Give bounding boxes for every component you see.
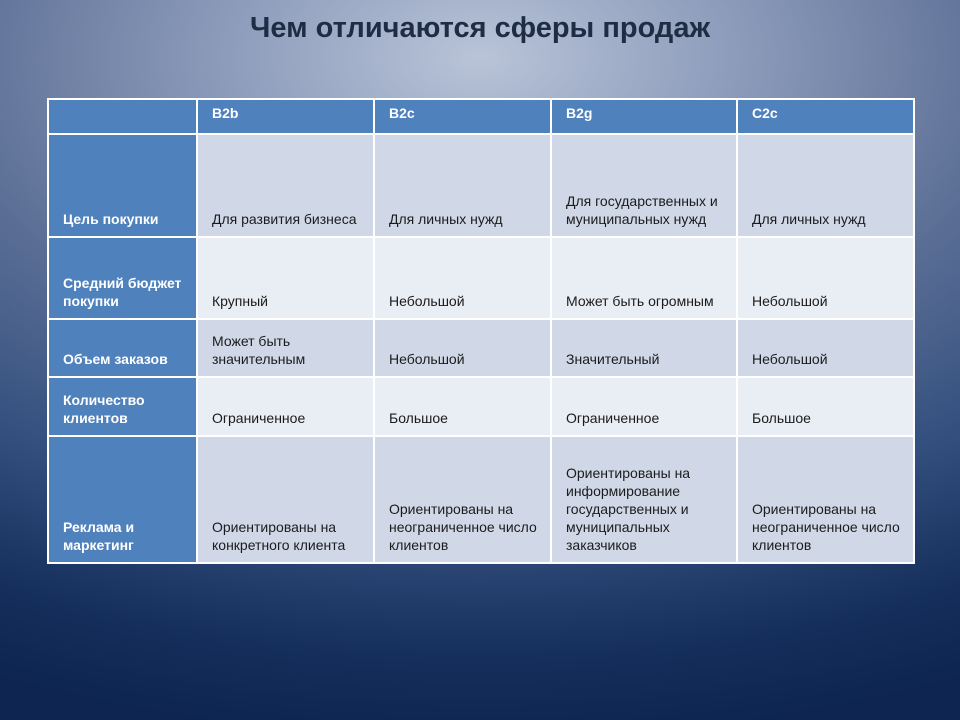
table-cell: Для личных нужд: [374, 134, 551, 237]
table-cell: Большое: [374, 377, 551, 436]
table-row: [48, 377, 914, 436]
table-header-row: [48, 99, 914, 134]
table-cell: Может быть огромным: [551, 237, 737, 319]
column-header-b2b: B2b: [197, 99, 374, 134]
table-corner-cell: [48, 99, 197, 134]
table-cell: Крупный: [197, 237, 374, 319]
comparison-table-container: [47, 98, 913, 564]
column-header-b2g: B2g: [551, 99, 737, 134]
table-cell: Ограниченное: [197, 377, 374, 436]
table-cell: Небольшой: [374, 319, 551, 377]
table-cell: Большое: [737, 377, 914, 436]
table-cell: Небольшой: [374, 237, 551, 319]
column-header-b2c: B2c: [374, 99, 551, 134]
table-cell: Для государственных и муниципальных нужд: [551, 134, 737, 237]
table-cell: Небольшой: [737, 319, 914, 377]
table-cell: Небольшой: [737, 237, 914, 319]
table-row: [48, 319, 914, 377]
table-cell: Ориентированы на неограниченное число клиентов: [374, 436, 551, 563]
row-header: Средний бюджет покупки: [48, 237, 197, 319]
comparison-table: [47, 98, 915, 564]
row-header: Объем заказов: [48, 319, 197, 377]
row-header: Количество клиентов: [48, 377, 197, 436]
table-row: [48, 134, 914, 237]
table-cell: Ориентированы на неограниченное число клиентов: [737, 436, 914, 563]
table-cell: Для личных нужд: [737, 134, 914, 237]
table-row: [48, 237, 914, 319]
column-header-c2c: C2c: [737, 99, 914, 134]
table-cell: Может быть значительным: [197, 319, 374, 377]
slide-title: Чем отличаются сферы продаж: [249, 12, 711, 44]
table-cell: Ориентированы на конкретного клиента: [197, 436, 374, 563]
table-cell: Ориентированы на информирование государственных и муниципальных заказчиков: [551, 436, 737, 563]
table-cell: Значительный: [551, 319, 737, 377]
row-header: Реклама и маркетинг: [48, 436, 197, 563]
table-row: [48, 436, 914, 563]
row-header: Цель покупки: [48, 134, 197, 237]
table-cell: Ограниченное: [551, 377, 737, 436]
table-cell: Для развития бизнеса: [197, 134, 374, 237]
